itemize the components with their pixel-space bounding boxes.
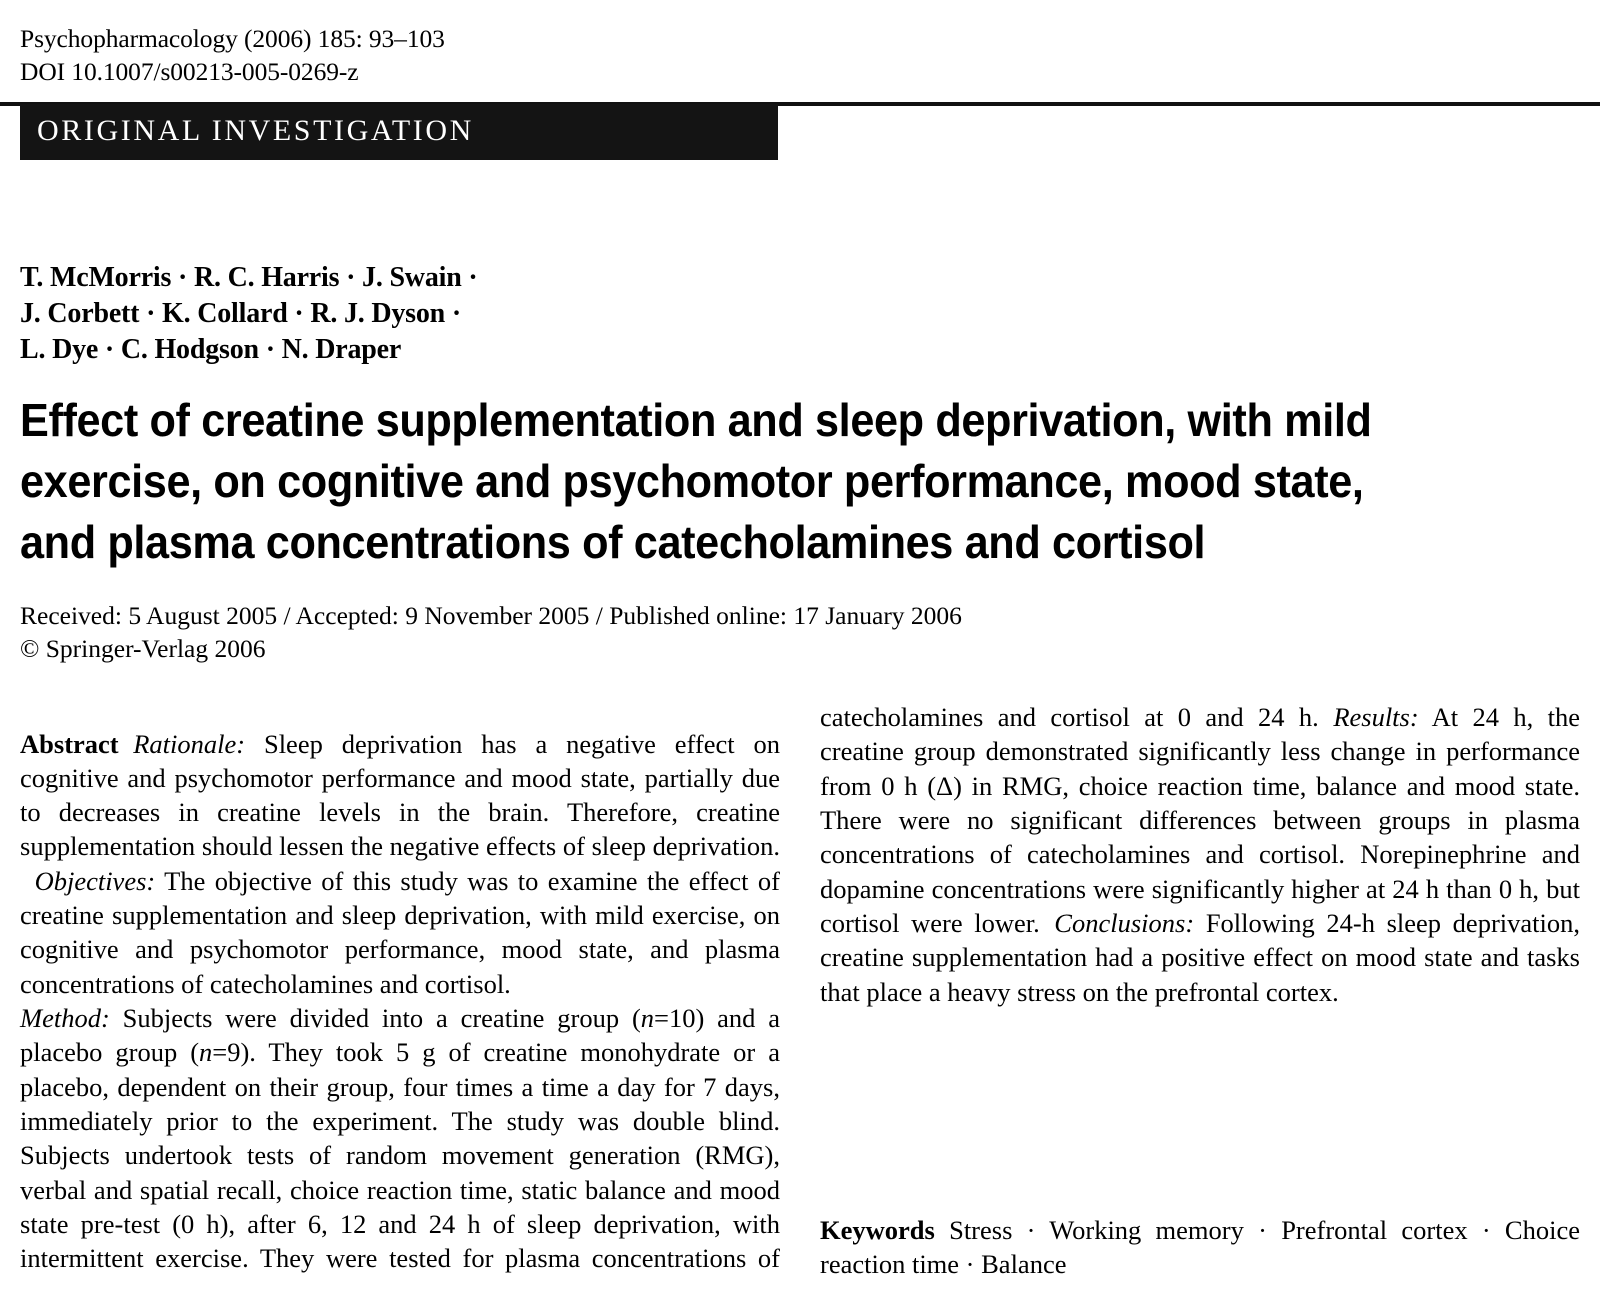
keywords-heading: Keywords: [820, 1215, 935, 1245]
results-text-a: At 24 h, the creatine group demonstrated significantly less change in performance from 0 h (: [820, 702, 1580, 801]
title-line-3: and plasma concentrations of catecholamines and cortisol: [20, 516, 1206, 569]
method-label: Method:: [20, 1003, 110, 1033]
method-n-creatine: n: [640, 1003, 655, 1033]
journal-reference: [20, 0, 1580, 88]
results-label: Results:: [1333, 702, 1419, 732]
objectives-label: Objectives:: [34, 865, 156, 896]
title-line-1: Effect of creatine supplementation and sleep deprivation, with mild: [20, 393, 1372, 446]
abstract-column-right: [820, 1175, 1580, 1282]
author-line-1: T. McMorris · R. C. Harris · J. Swain ·: [20, 262, 478, 294]
page-title: [20, 390, 1486, 574]
rationale-label: Rationale:: [133, 728, 246, 759]
keywords-paragraph: [820, 1213, 1580, 1282]
received-accepted-published: Received: 5 August 2005 / Accepted: 9 November 2005 / Published online: 17 January 2006: [20, 601, 962, 631]
abstract-heading: Abstract: [20, 728, 119, 759]
conclusions-text: Following 24-h sleep deprivation, creatine supplementation had a positive effect on mood state and tasks that place a heavy stress on the prefrontal cortex.: [820, 907, 1580, 1007]
method-text-b: =10) and a placebo group (: [20, 1003, 781, 1068]
method-text-a: Subjects were divided into a creatine group (: [122, 1003, 641, 1033]
method-text-c: =9). They took 5 g of creatine monohydrate or a placebo, dependent on their group, four times a time a day for 7 days, immediately prior to the experiment. The study was double blind. Subjects undertook tests of random movement generation (RMG), verbal and spatial recall, choice reaction time, static balance and mood state pre-test (0 h), after 6, 12 and 24 h of sleep deprivation, with intermittent exercise. They were tested for plasma concentrations of catecholamines and cortisol at 0 and 24 h.: [20, 702, 1319, 1274]
publication-history: [20, 599, 1580, 665]
copyright-line: © Springer-Verlag 2006: [20, 634, 266, 664]
title-line-2: exercise, on cognitive and psychomotor performance, mood state,: [20, 454, 1364, 507]
rationale-text: Sleep deprivation has a negative effect on cognitive and psychomotor performance and mood state, partially due to decreases in creatine levels in the brain. Therefore, creatine supplementation should lessen the negative effects of sleep deprivation.: [20, 728, 780, 862]
results-text-b: ) in RMG, choice reaction time, balance and mood state. There were no significant differences between groups in plasma concentrations of catecholamines and cortisol. Norepinephrine and dopamine concentrations were significantly higher at 24 h than 0 h, but cortisol were lower.: [820, 770, 1580, 938]
objectives-text: The objective of this study was to examine the effect of creatine supplementation and sleep deprivation, with mild exercise, on cognitive and psychomotor performance, mood state, and plasma concentrations of catecholamines and cortisol.: [20, 865, 780, 999]
journal-doi: DOI 10.1007/s00213-005-0269-z: [20, 57, 359, 87]
keywords-list: Stress · Working memory · Prefrontal cortex · Choice reaction time · Balance: [820, 1215, 1580, 1280]
conclusions-label: Conclusions:: [1054, 907, 1195, 938]
method-n-placebo: n: [199, 1037, 213, 1068]
delta-symbol: Δ: [936, 770, 954, 801]
banner-label: ORIGINAL INVESTIGATION: [37, 114, 474, 148]
journal-citation: Psychopharmacology (2006) 185: 93–103: [20, 24, 445, 53]
author-line-3: L. Dye · C. Hodgson · N. Draper: [20, 333, 402, 365]
author-line-2: J. Corbett · K. Collard · R. J. Dyson ·: [20, 298, 461, 330]
article-type-banner: [20, 102, 1580, 164]
author-list: [20, 260, 1580, 367]
